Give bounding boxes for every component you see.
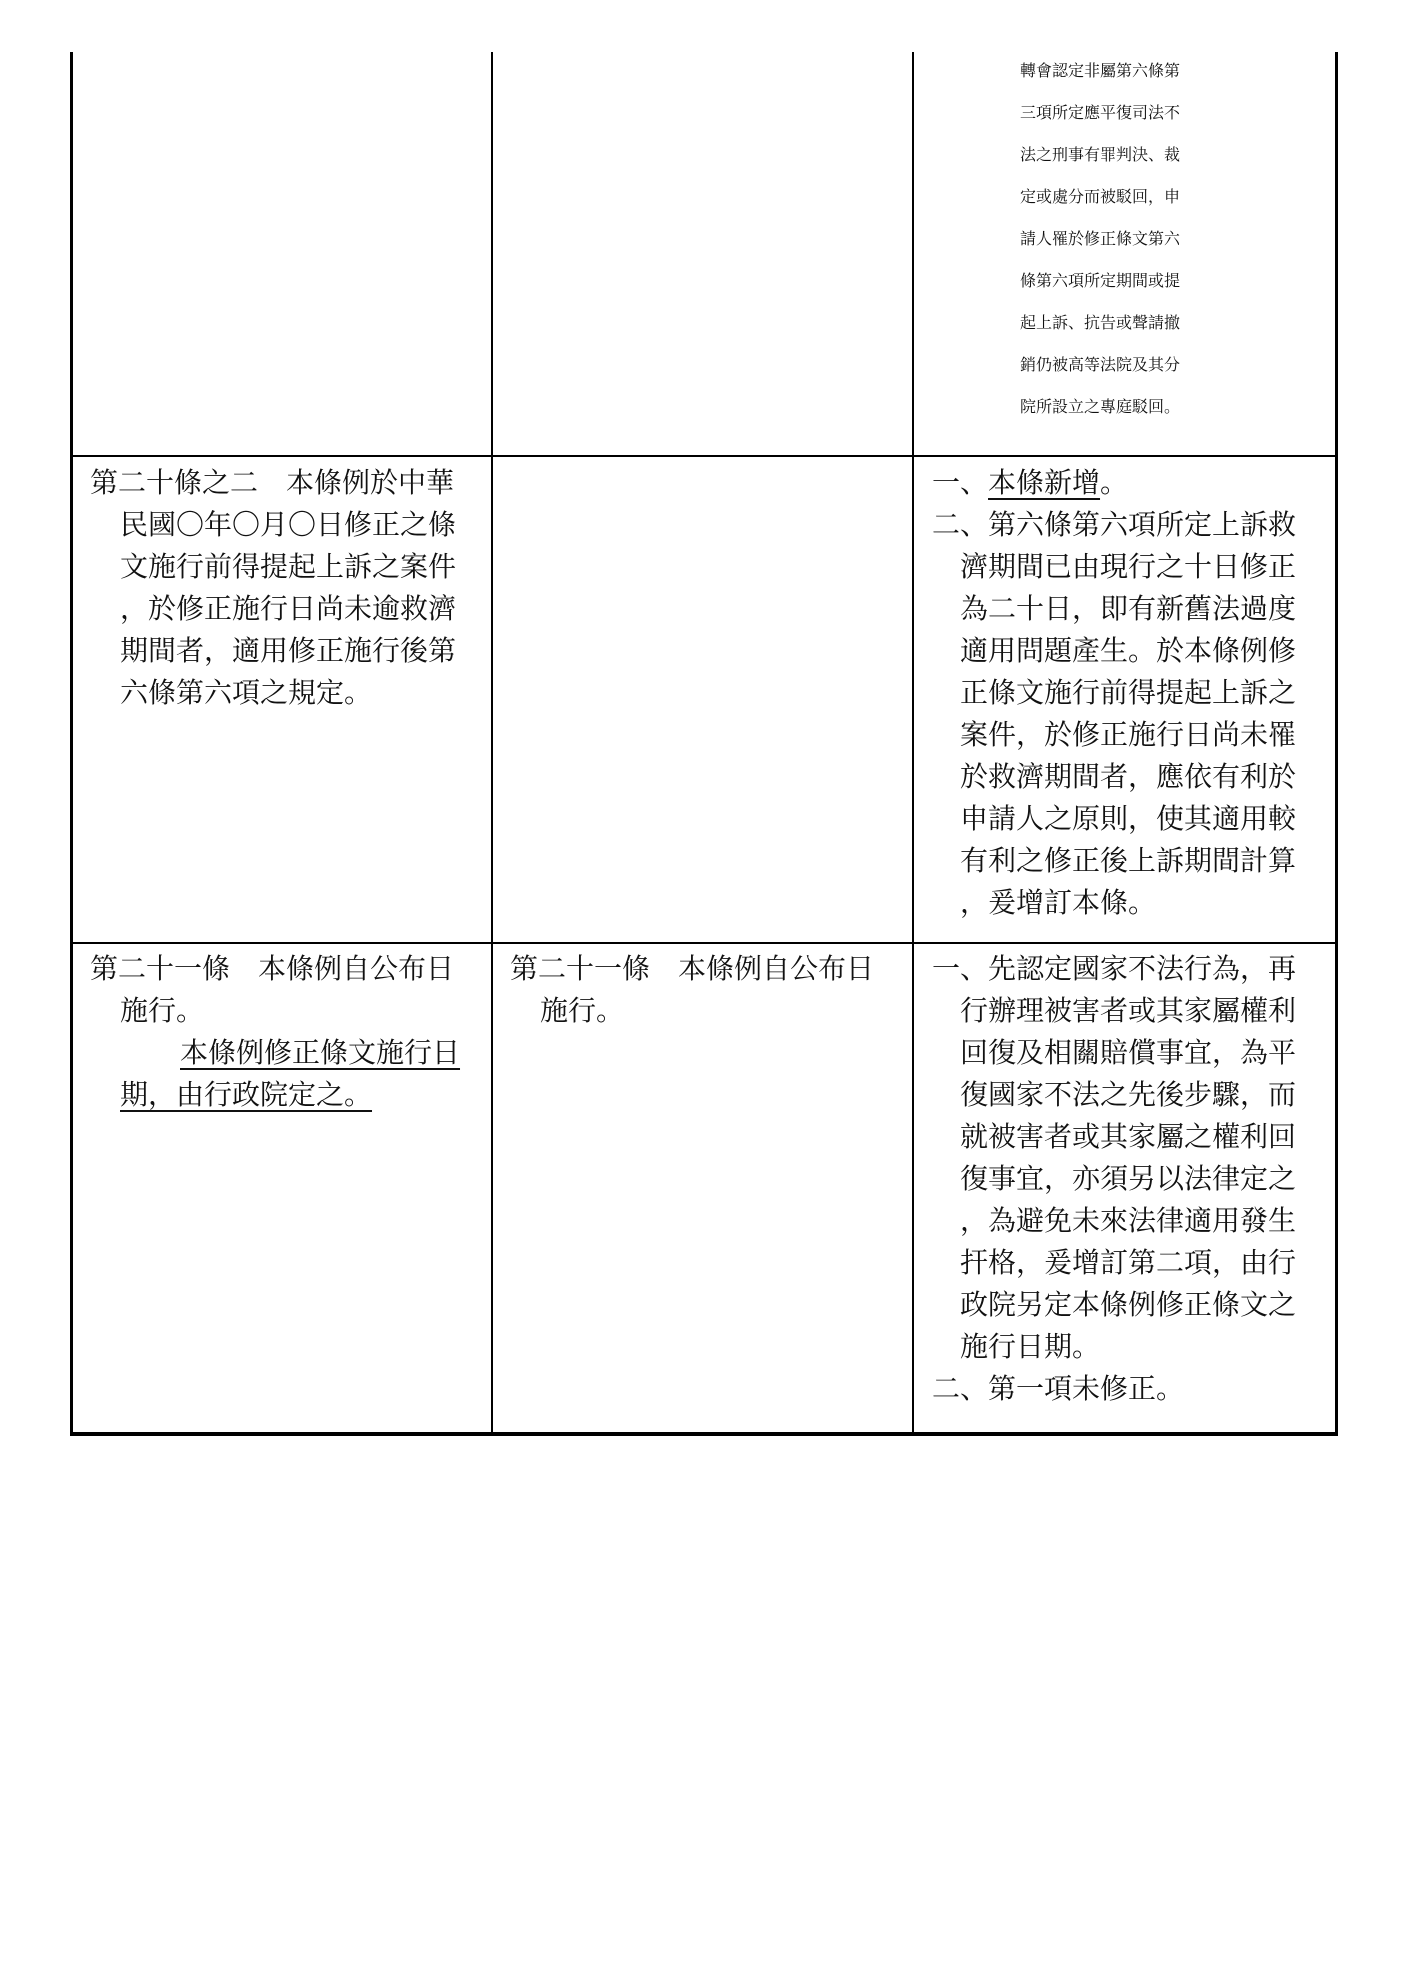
amended-text-line: 文施行前得提起上訴之案件: [120, 550, 457, 583]
explanation-line: 申請人之原則，使其適用較: [960, 802, 1297, 835]
table-bottom-border: [70, 1432, 1338, 1436]
explanation-line: 適用問題產生。於本條例修: [960, 634, 1297, 667]
explanation-line: 請人罹於修正條文第六: [1020, 229, 1181, 248]
row-divider-2: [70, 942, 1338, 944]
explanation-line: 定或處分而被駁回，申: [1020, 187, 1181, 206]
explanation-line: 起上訴、抗告或聲請撤: [1020, 313, 1181, 332]
explanation-line: 於救濟期間者，應依有利於: [960, 760, 1297, 793]
explanation-line: 政院另定本條例修正條文之: [960, 1288, 1297, 1321]
row3-current-cell: [510, 948, 874, 1032]
explanation-line: 轉會認定非屬第六條第: [1020, 61, 1181, 80]
underlined-text: 期，由行政院定之。: [120, 1078, 373, 1111]
underlined-text: 本條例修正條文施行日: [180, 1036, 461, 1069]
amended-text-line: ，於修正施行日尚未逾救濟: [120, 592, 457, 625]
underlined-text: 本條新增: [988, 466, 1101, 499]
explanation-line: ，為避免未來法律適用發生: [960, 1204, 1297, 1237]
explanation-line: 正條文施行前得提起上訴之: [960, 676, 1297, 709]
explanation-line: 復國家不法之先後步驟，而: [960, 1078, 1297, 1111]
row1-explanation-cell: [1020, 58, 1180, 436]
column-divider-1: [491, 52, 493, 1436]
explanation-line: 扞格，爰增訂第二項，由行: [960, 1246, 1297, 1279]
amended-new-paragraph-line: [90, 1032, 460, 1074]
amended-text-line: 第二十條之二 本條例於中華: [90, 466, 455, 499]
amended-text-line: 民國〇年〇月〇日修正之條: [120, 508, 457, 541]
explanation-line: 條第六項所定期間或提: [1020, 271, 1181, 290]
explanation-line: ，爰增訂本條。: [960, 886, 1157, 919]
explanation-line: 法之刑事有罪判決、裁: [1020, 145, 1181, 164]
row3-explanation-cell: [932, 948, 1296, 1410]
current-text-line: 第二十一條 本條例自公布日: [510, 952, 875, 985]
table-left-border: [70, 52, 73, 1436]
current-text-line: 施行。: [540, 994, 625, 1027]
explanation-line: 濟期間已由現行之十日修正: [960, 550, 1297, 583]
row2-explanation-cell: [932, 462, 1296, 924]
row3-amended-cell: [90, 948, 460, 1116]
column-divider-2: [912, 52, 914, 1436]
explanation-line: 復事宜，亦須另以法律定之: [960, 1162, 1297, 1195]
amended-text-line: 施行。: [120, 994, 205, 1027]
explanation-line: 為二十日，即有新舊法過度: [960, 592, 1297, 625]
explanation-line: 有利之修正後上訴期間計算: [960, 844, 1297, 877]
explanation-line: 一、先認定國家不法行為，再: [932, 952, 1297, 985]
explanation-line: 三項所定應平復司法不: [1020, 103, 1181, 122]
row-divider-1: [70, 455, 1338, 457]
punctuation: 。: [1100, 466, 1129, 499]
explanation-line: 施行日期。: [960, 1330, 1101, 1363]
explanation-line: 二、第一項未修正。: [932, 1372, 1185, 1405]
item-number: 一、: [932, 466, 989, 499]
explanation-line: 二、第六條第六項所定上訴救: [932, 508, 1297, 541]
explanation-line: 銷仍被高等法院及其分: [1020, 355, 1181, 374]
table-right-border: [1335, 52, 1338, 1436]
amended-text-line: 期間者，適用修正施行後第: [120, 634, 457, 667]
explanation-line: 案件，於修正施行日尚未罹: [960, 718, 1297, 751]
amended-text-line: 第二十一條 本條例自公布日: [90, 952, 455, 985]
row2-amended-cell: [90, 462, 456, 714]
explanation-line: 就被害者或其家屬之權利回: [960, 1120, 1297, 1153]
amended-new-paragraph-line: [90, 1074, 460, 1116]
explanation-line: 回復及相關賠償事宜，為平: [960, 1036, 1297, 1069]
explanation-line: 院所設立之專庭駁回。: [1020, 397, 1181, 416]
amended-text-line: 六條第六項之規定。: [120, 676, 373, 709]
explanation-item-1: [932, 462, 1296, 504]
explanation-line: 行辦理被害者或其家屬權利: [960, 994, 1297, 1027]
